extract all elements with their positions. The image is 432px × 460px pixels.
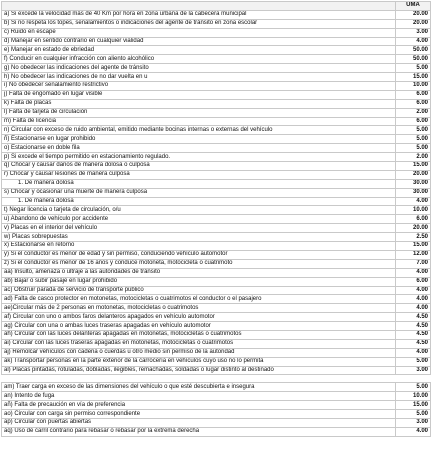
table-row — [2, 366, 431, 375]
table-row — [2, 82, 431, 91]
infraction-description: ai) Circular con las luces traseras apagadas en motonetas, motocicletas o cuatrimotos — [2, 339, 396, 348]
uma-amount: 20.00 — [396, 170, 431, 179]
infraction-description: ap) Circular con puertas abiertas — [2, 418, 396, 427]
uma-amount: 3.00 — [396, 28, 431, 37]
infraction-description: x) Estacionarse en retorno — [2, 242, 396, 251]
uma-amount: 12.00 — [396, 250, 431, 259]
table-row — [2, 330, 431, 339]
infraction-description: m) Falta de licencia — [2, 117, 396, 126]
infraction-description: ao) Circular con carga sin permiso correspondiente — [2, 410, 396, 419]
uma-amount: 5.00 — [396, 64, 431, 73]
table-row — [2, 126, 431, 135]
infraction-description: aq) Uso de carril contrario para rebasar o rebasar por la extrema derecha — [2, 427, 396, 436]
infraction-description: n) Circular con exceso de ruido ambiental, emitido mediante bocinas internas o externas del vehículo — [2, 126, 396, 135]
table-row — [2, 117, 431, 126]
uma-amount: 20.00 — [396, 19, 431, 28]
infraction-description: z) Si el conductor es menor de 16 años y conduce motoneta, motocicleta o cuatrimoto — [2, 259, 396, 268]
uma-amount: 3.00 — [396, 418, 431, 427]
table-row — [2, 250, 431, 259]
uma-amount: 5.00 — [396, 135, 431, 144]
uma-amount: 4.00 — [396, 348, 431, 357]
table-row — [2, 188, 431, 197]
table-row — [2, 179, 431, 188]
infraction-description: ñ) Estacionarse en lugar prohibido — [2, 135, 396, 144]
infraction-description: al) Placas pintadas, rotuladas, dobladas, ilegibles, remachadas, soldadas o lugar distinto al destinado — [2, 366, 396, 375]
table-row — [2, 410, 431, 419]
infraction-description: ae)Circular más de 2 personas en motonetas, motocicletas o cuatrimotos — [2, 304, 396, 313]
table-row — [2, 286, 431, 295]
uma-amount: 5.00 — [396, 126, 431, 135]
table-row — [2, 144, 431, 153]
uma-amount: 4.00 — [396, 295, 431, 304]
table-row — [2, 401, 431, 410]
infraction-description: j) Falta de engomado en lugar visible — [2, 90, 396, 99]
infraction-description: k) Falta de placas — [2, 99, 396, 108]
uma-amount: 3.00 — [396, 366, 431, 375]
table-row — [2, 259, 431, 268]
uma-amount: 2.00 — [396, 108, 431, 117]
uma-amount: 10.00 — [396, 82, 431, 91]
table-row — [2, 224, 431, 233]
infraction-description: q) Chocar y causar daños de manera dolosa o culposa — [2, 162, 396, 171]
infraction-description: w) Placas sobrepuestas — [2, 233, 396, 242]
table-row — [2, 153, 431, 162]
infraction-description: añ) Falta de precaución en vía de preferencia — [2, 401, 396, 410]
table-row — [2, 295, 431, 304]
table-row — [2, 322, 431, 331]
infraction-description: r) Chocar y causar lesiones de manera culposa — [2, 170, 396, 179]
uma-amount: 6.00 — [396, 90, 431, 99]
infraction-description: aj) Remolcar vehículos con cadena o cuerdas u otro medio sin permiso de la autoridad — [2, 348, 396, 357]
table-row — [2, 37, 431, 46]
infraction-description: t) Negar licencia o tarjeta de circulación, o/u — [2, 206, 396, 215]
infraction-description: e) Manejar en estado de ebriedad — [2, 46, 396, 55]
uma-amount: 7.00 — [396, 259, 431, 268]
infraction-description: c) Ruido en escape — [2, 28, 396, 37]
uma-amount: 4.00 — [396, 197, 431, 206]
header-label-cell — [2, 2, 396, 11]
uma-amount: 5.00 — [396, 357, 431, 366]
infraction-description: i) No obedecer señalamiento restrictivo — [2, 82, 396, 91]
infraction-description: af) Circular con uno o ambos faros delanteros apagados en vehículo automotor — [2, 313, 396, 322]
uma-amount: 4.50 — [396, 339, 431, 348]
uma-amount: 2.00 — [396, 153, 431, 162]
table-row — [2, 339, 431, 348]
table-row — [2, 197, 431, 206]
table-row — [2, 90, 431, 99]
uma-amount: 2.50 — [396, 233, 431, 242]
table-header-row — [2, 2, 431, 11]
fee-table — [1, 1, 431, 437]
uma-amount: 50.00 — [396, 55, 431, 64]
table-row — [2, 215, 431, 224]
table-row — [2, 427, 431, 436]
table-row — [2, 418, 431, 427]
uma-amount: 4.00 — [396, 268, 431, 277]
table-row — [2, 108, 431, 117]
infraction-description: am) Traer carga en exceso de las dimensiones del vehículo o que esté descubierta e insegura — [2, 383, 396, 392]
section-gap-row — [2, 375, 431, 383]
fee-table-body — [2, 2, 431, 437]
uma-amount: 50.00 — [396, 46, 431, 55]
infraction-description: y) Si el conductor es menor de edad y sin permiso, conduciendo vehículo automotor — [2, 250, 396, 259]
table-row — [2, 73, 431, 82]
uma-amount: 5.00 — [396, 383, 431, 392]
table-row — [2, 233, 431, 242]
table-row — [2, 46, 431, 55]
uma-amount: 4.00 — [396, 304, 431, 313]
table-row — [2, 277, 431, 286]
uma-amount: 15.00 — [396, 401, 431, 410]
uma-amount: 10.00 — [396, 206, 431, 215]
uma-amount: 30.00 — [396, 179, 431, 188]
gap-cell — [396, 375, 431, 383]
table-row — [2, 357, 431, 366]
infraction-description: ah) Circular con las luces delanteras apagadas en motonetas, motocicletas o cuatrimotos — [2, 330, 396, 339]
infraction-description: g) No obedecer las indicaciones del agente de tránsito — [2, 64, 396, 73]
table-row — [2, 383, 431, 392]
table-row — [2, 99, 431, 108]
uma-amount: 6.00 — [396, 215, 431, 224]
uma-amount: 15.00 — [396, 162, 431, 171]
uma-amount: 6.00 — [396, 277, 431, 286]
table-row — [2, 162, 431, 171]
infraction-description: ac) Obstruir parada de servicio de transporte público — [2, 286, 396, 295]
uma-amount: 6.00 — [396, 117, 431, 126]
infraction-description: ad) Falta de casco protector en motonetas, motocicletas o cuatrimotos el conductor o el pasajero — [2, 295, 396, 304]
uma-amount: 6.00 — [396, 99, 431, 108]
table-row — [2, 135, 431, 144]
infraction-description: h) No obedecer las indicaciones de no dar vuelta en u — [2, 73, 396, 82]
infraction-description: ag) Circular con una o ambas luces traseras apagadas en vehículo automotor — [2, 322, 396, 331]
table-row — [2, 392, 431, 401]
uma-amount: 4.00 — [396, 427, 431, 436]
table-row — [2, 28, 431, 37]
table-row — [2, 10, 431, 19]
uma-amount: 15.00 — [396, 242, 431, 251]
table-row — [2, 19, 431, 28]
uma-amount: 4.50 — [396, 313, 431, 322]
infraction-description: 1. De manera dolosa — [2, 179, 396, 188]
uma-amount: 20.00 — [396, 224, 431, 233]
infraction-description: l) Falta de tarjeta de circulación — [2, 108, 396, 117]
uma-amount: 30.00 — [396, 188, 431, 197]
infraction-description: p) Si excede el tiempo permitido en estacionamiento regulado. — [2, 153, 396, 162]
infraction-description: s) Chocar y ocasionar una muerte de manera culposa — [2, 188, 396, 197]
table-row — [2, 348, 431, 357]
infraction-description: an) Intento de fuga — [2, 392, 396, 401]
table-row — [2, 64, 431, 73]
unit-header-cell: UMA — [396, 2, 431, 11]
uma-amount: 15.00 — [396, 73, 431, 82]
uma-amount: 5.00 — [396, 144, 431, 153]
table-row — [2, 170, 431, 179]
table-row — [2, 304, 431, 313]
infraction-description: u) Abandono de vehículo por accidente — [2, 215, 396, 224]
infraction-description: ab) Bajar o subir pasaje en lugar prohibido — [2, 277, 396, 286]
infraction-description: b) Si no respeta los topes, señalamientos o indicaciones del agente de tránsito en zona escolar — [2, 19, 396, 28]
infraction-description: aa) Insulto, amenaza o ultraje a las autoridades de tránsito — [2, 268, 396, 277]
table-row — [2, 268, 431, 277]
infraction-description: o) Estacionarse en doble fila — [2, 144, 396, 153]
uma-amount: 4.50 — [396, 322, 431, 331]
uma-amount: 10.00 — [396, 392, 431, 401]
uma-amount: 4.00 — [396, 286, 431, 295]
infraction-description: d) Manejar en sentido contrario en cualquier vialidad — [2, 37, 396, 46]
table-row — [2, 242, 431, 251]
infraction-description: v) Placas en el interior del vehículo — [2, 224, 396, 233]
infraction-description: f) Conducir en cualquier infracción con aliento alcohólico — [2, 55, 396, 64]
infraction-description: ak) Transportar personas en la parte exterior de la carrocería en vehículos cuyo uso no lo permita — [2, 357, 396, 366]
infraction-description: a) Si excede la velocidad más de 40 Km por hora en zona urbana de la cabecera municipal — [2, 10, 396, 19]
uma-amount: 20.00 — [396, 10, 431, 19]
uma-amount: 5.00 — [396, 410, 431, 419]
table-row — [2, 55, 431, 64]
table-row — [2, 206, 431, 215]
infraction-description: 1. De manera dolosa — [2, 197, 396, 206]
gap-cell — [2, 375, 396, 383]
table-row — [2, 313, 431, 322]
uma-amount: 4.00 — [396, 37, 431, 46]
uma-amount: 4.50 — [396, 330, 431, 339]
